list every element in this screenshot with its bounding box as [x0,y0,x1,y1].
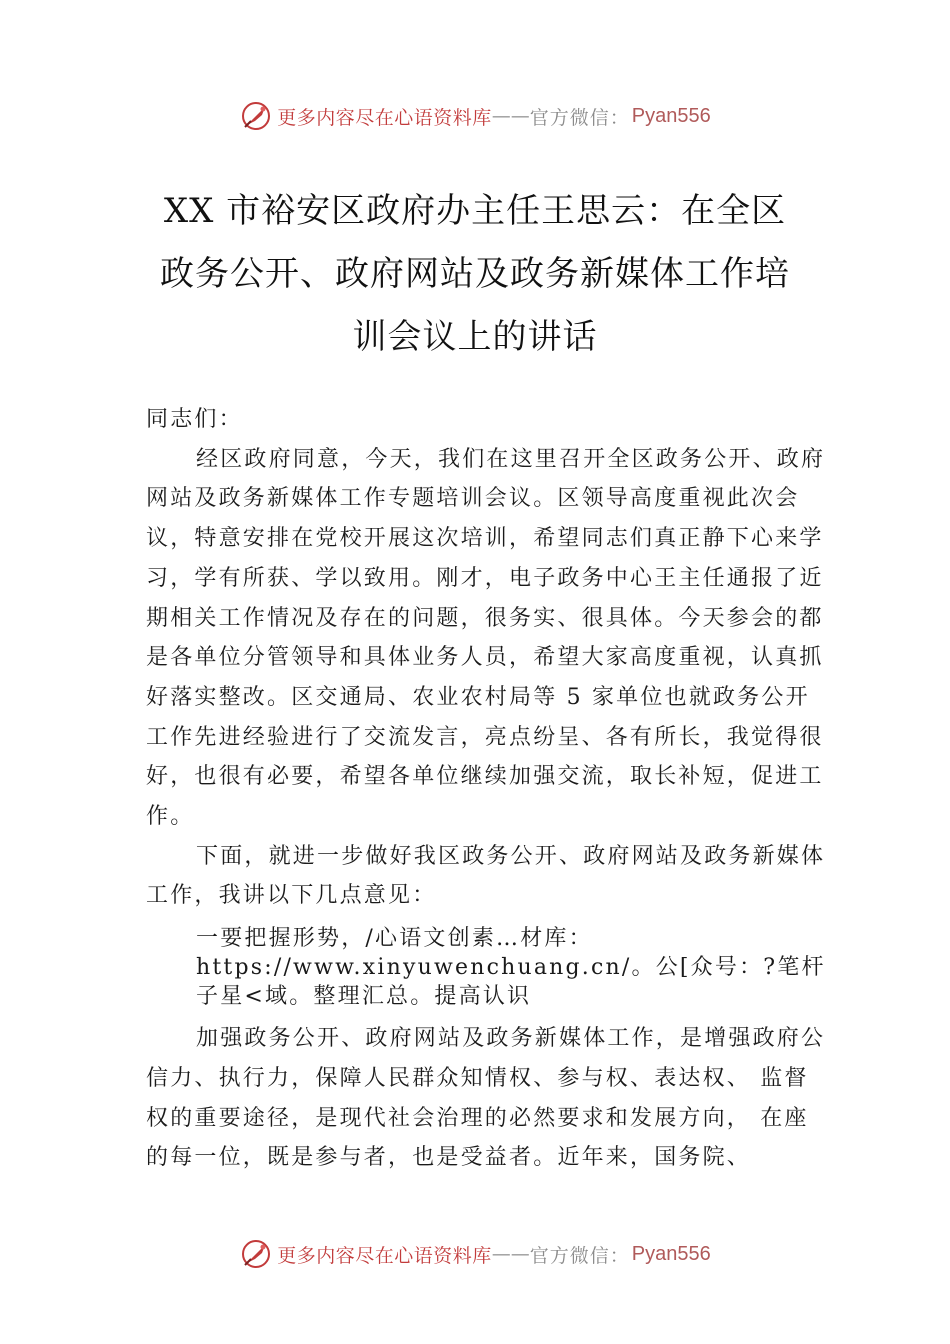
body-paragraph: 加强政务公开、政府网站及政务新媒体工作，是增强政府公信力、执行力，保障人民群众知情权、参与权、表达权、 监督权的重要途径，是现代社会治理的必然要求和发展方向， 在座的每一位，既是参与者，也是受益者。近年来，国务院、 [146,1026,826,1171]
body-paragraph: 经区政府同意，今天，我们在这里召开全区政务公开、政府网站及政务新媒体工作专题培训会议。区领导高度重视此次会议，特意安排在党校开展这次培训，希望同志们真正静下心来学习，学有所获、学以致用。刚才，电子政务中心王主任通报了近期相关工作情况及存在的问题，很务实、很具体。今天参会的都是各单位分管领导和具体业务人员，希望大家高度重视，认真抓好落实整改。区交通局、农业农村局等 5 家单位也就政务公开工作先进经验进行了交流发言，亮点纷呈、各有所长，我觉得很好，也很有必要，希望各单位继续加强交流，取长补短，促进工作。 [146,446,826,830]
footer-banner [0,1234,950,1274]
banner-dash: —— [491,1243,530,1265]
banner-dash: —— [491,105,530,127]
banner-brand-text: 更多内容尽在心语资料库 [277,1244,492,1267]
banner-wechat-label: 官方微信： [529,106,630,129]
document-body [146,400,826,1178]
document-title [130,180,820,369]
quill-pen-logo-icon [239,1237,273,1271]
section-heading: 一要把握形势，/心语文创素…材库：https://www.xinyuwenchuang.cn/。公[众号：?笔杆子星<域。整理汇总。提高认识 [196,926,826,1010]
title-line: XX 市裕安区政府办主任王思云：在全区 [163,191,787,231]
title-line: 政务公开、政府网站及政务新媒体工作培 [160,254,790,294]
banner-brand-text: 更多内容尽在心语资料库 [277,106,492,129]
body-paragraph: 下面，就进一步做好我区政务公开、政府网站及政务新媒体工作，我讲以下几点意见： [146,843,826,909]
banner-wechat-label: 官方微信： [529,1244,630,1267]
salutation: 同志们： [146,407,243,432]
banner-wechat-id: Pyan556 [631,104,711,127]
header-banner [0,96,950,136]
title-line: 训会议上的讲话 [352,317,598,357]
banner-wechat-id: Pyan556 [631,1242,711,1265]
quill-pen-logo-icon [239,99,273,133]
